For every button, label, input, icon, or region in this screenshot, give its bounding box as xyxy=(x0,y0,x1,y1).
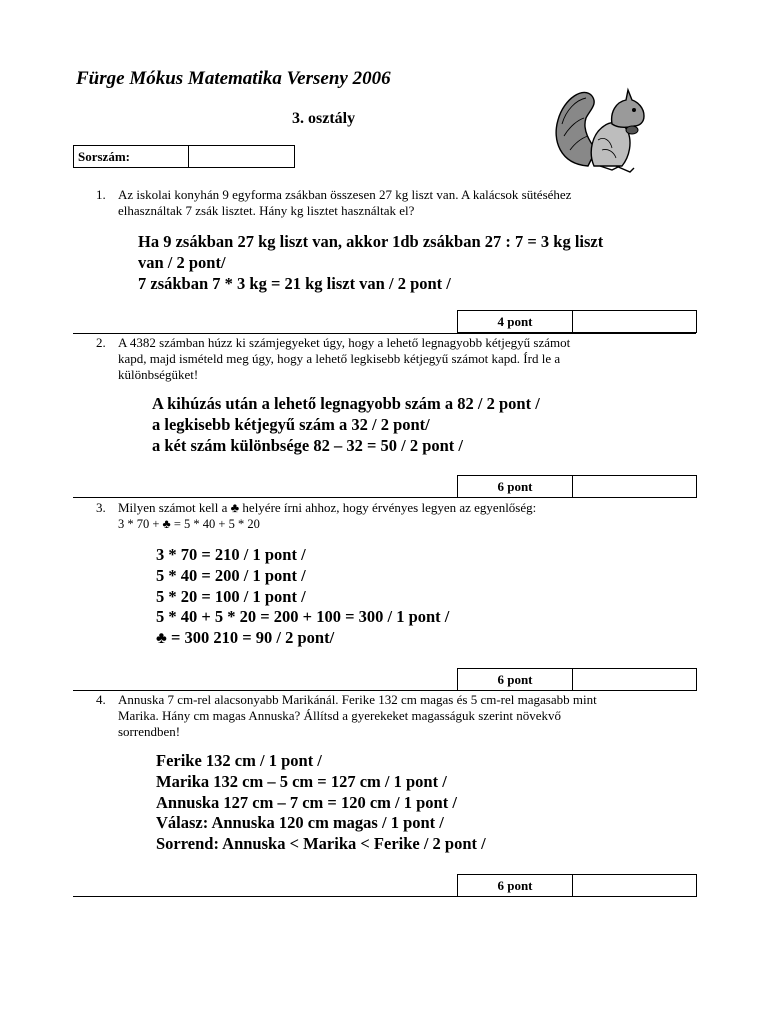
score-box-2 xyxy=(457,475,697,498)
max-points: 4 pont xyxy=(458,311,573,333)
serial-number-field[interactable] xyxy=(189,146,295,168)
question-text-line: sorrendben! xyxy=(118,724,181,739)
answer-line: 5 * 40 = 200 / 1 pont / xyxy=(156,565,306,585)
max-points: 6 pont xyxy=(458,476,573,498)
section-divider xyxy=(73,333,696,334)
answer-line: a két szám különbsége 82 – 32 = 50 / 2 pont / xyxy=(152,435,464,455)
score-box-1 xyxy=(457,310,697,333)
earned-points-field[interactable] xyxy=(573,476,697,498)
answer-line: 3 * 70 = 210 / 1 pont / xyxy=(156,545,306,564)
grade-label: 3. osztály xyxy=(292,110,356,127)
question-text-line: Marika. Hány cm magas Annuska? Állítsd a gyerekeket magasságuk szerint növekvő xyxy=(118,708,561,723)
max-points: 6 pont xyxy=(458,875,573,897)
question-number: 1. xyxy=(96,187,106,202)
question-text-line: Annuska 7 cm-rel alacsonyabb Marikánál. Ferike 132 cm magas és 5 cm-rel magasabb mint xyxy=(118,692,597,707)
score-box-4 xyxy=(457,874,697,897)
answer-3 xyxy=(156,545,449,649)
max-points: 6 pont xyxy=(458,669,573,691)
answer-line: ♣ = 300 210 = 90 / 2 pont/ xyxy=(156,628,335,648)
question-text-line: kapd, majd ismételd meg úgy, hogy a lehető legkisebb kétjegyű számot kapd. Írd le a xyxy=(118,351,561,366)
question-number: 3. xyxy=(96,500,106,515)
section-divider xyxy=(73,690,696,691)
serial-number-box xyxy=(73,145,295,168)
answer-line: Ferike 132 cm / 1 pont / xyxy=(156,751,322,770)
equation: 3 * 70 + ♣ = 5 * 40 + 5 * 20 xyxy=(118,517,260,531)
answer-line: a legkisebb kétjegyű szám a 32 / 2 pont/ xyxy=(152,414,430,434)
answer-line: 7 zsákban 7 * 3 kg = 21 kg liszt van / 2 pont / xyxy=(138,273,451,293)
answer-4 xyxy=(156,751,486,855)
answer-line: A kihúzás után a lehető legnagyobb szám a 82 / 2 pont / xyxy=(152,394,540,413)
answer-line: Sorrend: Annuska < Marika < Ferike / 2 pont / xyxy=(156,834,486,854)
section-divider xyxy=(73,896,696,897)
question-text-line: elhasználtak 7 zsák lisztet. Hány kg lisztet használtak el? xyxy=(118,203,415,218)
answer-line: Válasz: Annuska 120 cm magas / 1 pont / xyxy=(156,813,444,833)
answer-line: van / 2 pont/ xyxy=(138,252,226,272)
page-title: Fürge Mókus Matematika Verseny 2006 xyxy=(76,68,391,89)
answer-2 xyxy=(152,394,540,456)
earned-points-field[interactable] xyxy=(573,311,697,333)
question-text-line: Az iskolai konyhán 9 egyforma zsákban összesen 27 kg liszt van. A kalácsok sütéséhez xyxy=(118,187,572,202)
answer-1 xyxy=(138,232,603,294)
answer-line: Annuska 127 cm – 7 cm = 120 cm / 1 pont / xyxy=(156,792,457,812)
question-number: 2. xyxy=(96,335,106,350)
answer-line: 5 * 40 + 5 * 20 = 200 + 100 = 300 / 1 pont / xyxy=(156,607,450,627)
squirrel-illustration xyxy=(550,80,655,180)
score-box-3 xyxy=(457,668,697,691)
earned-points-field[interactable] xyxy=(573,669,697,691)
question-text-line: különbségüket! xyxy=(118,367,199,382)
question-number: 4. xyxy=(96,692,106,707)
answer-line: Ha 9 zsákban 27 kg liszt van, akkor 1db zsákban 27 : 7 = 3 kg liszt xyxy=(138,232,604,251)
question-text-line: A 4382 számban húzz ki számjegyeket úgy, hogy a lehető legnagyobb kétjegyű számot xyxy=(118,335,571,350)
section-divider xyxy=(73,497,696,498)
question-text-line: Milyen számot kell a ♣ helyére írni ahhoz, hogy érvényes legyen az egyenlőség: xyxy=(118,500,537,515)
answer-line: Marika 132 cm – 5 cm = 127 cm / 1 pont / xyxy=(156,771,447,791)
serial-number-label: Sorszám: xyxy=(74,146,189,168)
earned-points-field[interactable] xyxy=(573,875,697,897)
answer-line: 5 * 20 = 100 / 1 pont / xyxy=(156,586,306,606)
